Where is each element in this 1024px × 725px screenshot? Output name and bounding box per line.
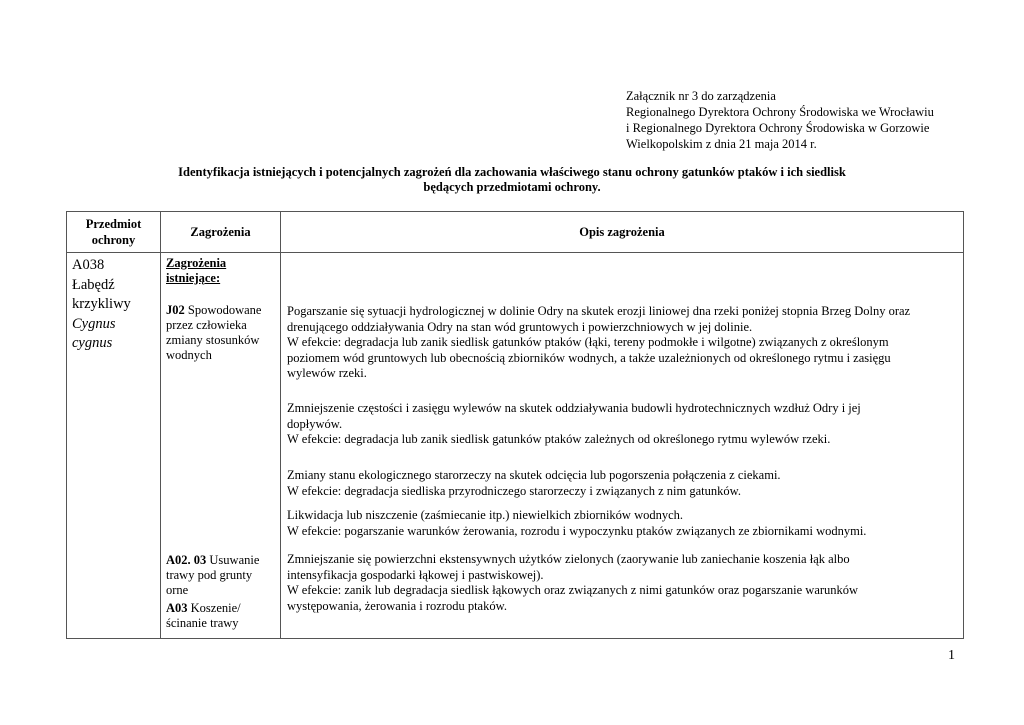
annex-line: Wielkopolskim z dnia 21 maja 2014 r. [626, 137, 817, 151]
description-paragraph [287, 468, 955, 499]
table-header-row [67, 212, 964, 253]
page-number: 1 [948, 648, 955, 663]
description-line: Likwidacja lub niszczenie (zaśmiecanie itp.) niewielkich zbiorników wodnych. [287, 508, 684, 522]
description-line: W efekcie: pogarszanie warunków żerowania, rozrodu i wypoczynku ptaków związanych ze zbiornikami wodnymi. [287, 523, 867, 538]
description-line: W efekcie: zanik lub degradacja siedlisk łąkowych oraz związanych z nimi gatunków oraz pogarszanie warunków [287, 583, 859, 597]
description-line: Pogarszanie się sytuacji hydrologicznej w dolinie Odry na skutek erozji liniowej dna rzeki poniżej stopnia Brzeg Dolny oraz [287, 304, 911, 318]
threats-cell [161, 253, 281, 639]
description-paragraph [287, 401, 955, 448]
description-line: W efekcie: degradacja lub zanik siedlisk gatunków ptaków zależnych od określonego rytmu wylewów rzeki. [287, 432, 831, 446]
header-description: Opis zagrożenia [281, 212, 964, 253]
description-line: Zmniejszenie częstości i zasięgu wylewów na skutek oddziaływania budowli hydrotechnicznych wzdłuż Odry i jej [287, 401, 861, 415]
header-subject: Przedmiot ochrony [67, 212, 161, 253]
document-title [60, 165, 964, 195]
description-cell [281, 253, 964, 639]
species-latin-name: cygnus [72, 335, 113, 351]
threat-code: A03 [166, 601, 188, 615]
annex-line: i Regionalnego Dyrektora Ochrony Środowiska w Gorzowie [626, 121, 930, 135]
existing-threats-label: Zagrożenia istniejące: [166, 256, 227, 285]
description-line: W efekcie: degradacja lub zanik siedlisk gatunków ptaków (łąki, tereny podmokłe i wilgotne) związanych z określonym [287, 335, 889, 349]
annex-line: Załącznik nr 3 do zarządzenia [626, 89, 776, 103]
species-latin-name: Cygnus [72, 315, 116, 332]
species-code: A038 [72, 257, 105, 273]
description-line: wylewów rzeki. [287, 366, 367, 380]
threat-item [166, 553, 277, 598]
description-line: poziomem wód gruntowych lub obecnością zbiorników wodnych, a także uzależnionych od określonego rytmu i zasięgu [287, 350, 891, 365]
threat-item [166, 601, 277, 631]
title-line: Identyfikacja istniejących i potencjalnych zagrożeń dla zachowania właściwego stanu ochrony gatunków ptaków i ich siedlisk [178, 165, 846, 179]
threat-text: Usuwanie trawy pod grunty orne [166, 553, 260, 597]
description-line: dopływów. [287, 416, 343, 431]
description-paragraph [287, 304, 955, 382]
threat-code: J02 [166, 303, 185, 317]
header-threats: Zagrożenia [161, 212, 281, 253]
annex-header [626, 88, 934, 152]
subject-cell [67, 253, 161, 639]
table-row [67, 253, 964, 639]
description-line: drenującego oddziaływania Odry na stan wód gruntowych i powierzchniowych w jej dolinie. [287, 319, 753, 334]
description-line: W efekcie: degradacja siedliska przyrodniczego starorzeczy i związanych z nim gatunków. [287, 483, 741, 498]
description-paragraph [287, 508, 955, 539]
description-line: występowania, żerowania i rozrodu ptaków. [287, 598, 507, 613]
description-paragraph [287, 552, 955, 614]
threat-text: Spowodowane przez człowieka zmiany stosunków wodnych [166, 303, 262, 362]
threat-text: Koszenie/ ścinanie trawy [166, 601, 241, 630]
species-name: krzykliwy [72, 296, 131, 312]
annex-line: Regionalnego Dyrektora Ochrony Środowiska we Wrocławiu [626, 105, 934, 119]
species-name: Łabędź [72, 276, 115, 293]
description-line: Zmiany stanu ekologicznego starorzeczy na skutek odcięcia lub pogorszenia połączenia z ciekami. [287, 468, 781, 482]
description-line: intensyfikacja gospodarki łąkowej i pastwiskowej). [287, 567, 544, 582]
threat-item [166, 303, 277, 363]
title-line: będących przedmiotami ochrony. [423, 180, 601, 194]
description-line: Zmniejszanie się powierzchni ekstensywnych użytków zielonych (zaorywanie lub zaniechanie koszenia łąk albo [287, 552, 850, 566]
threat-code: A02. 03 [166, 553, 207, 567]
threats-table [66, 211, 964, 639]
